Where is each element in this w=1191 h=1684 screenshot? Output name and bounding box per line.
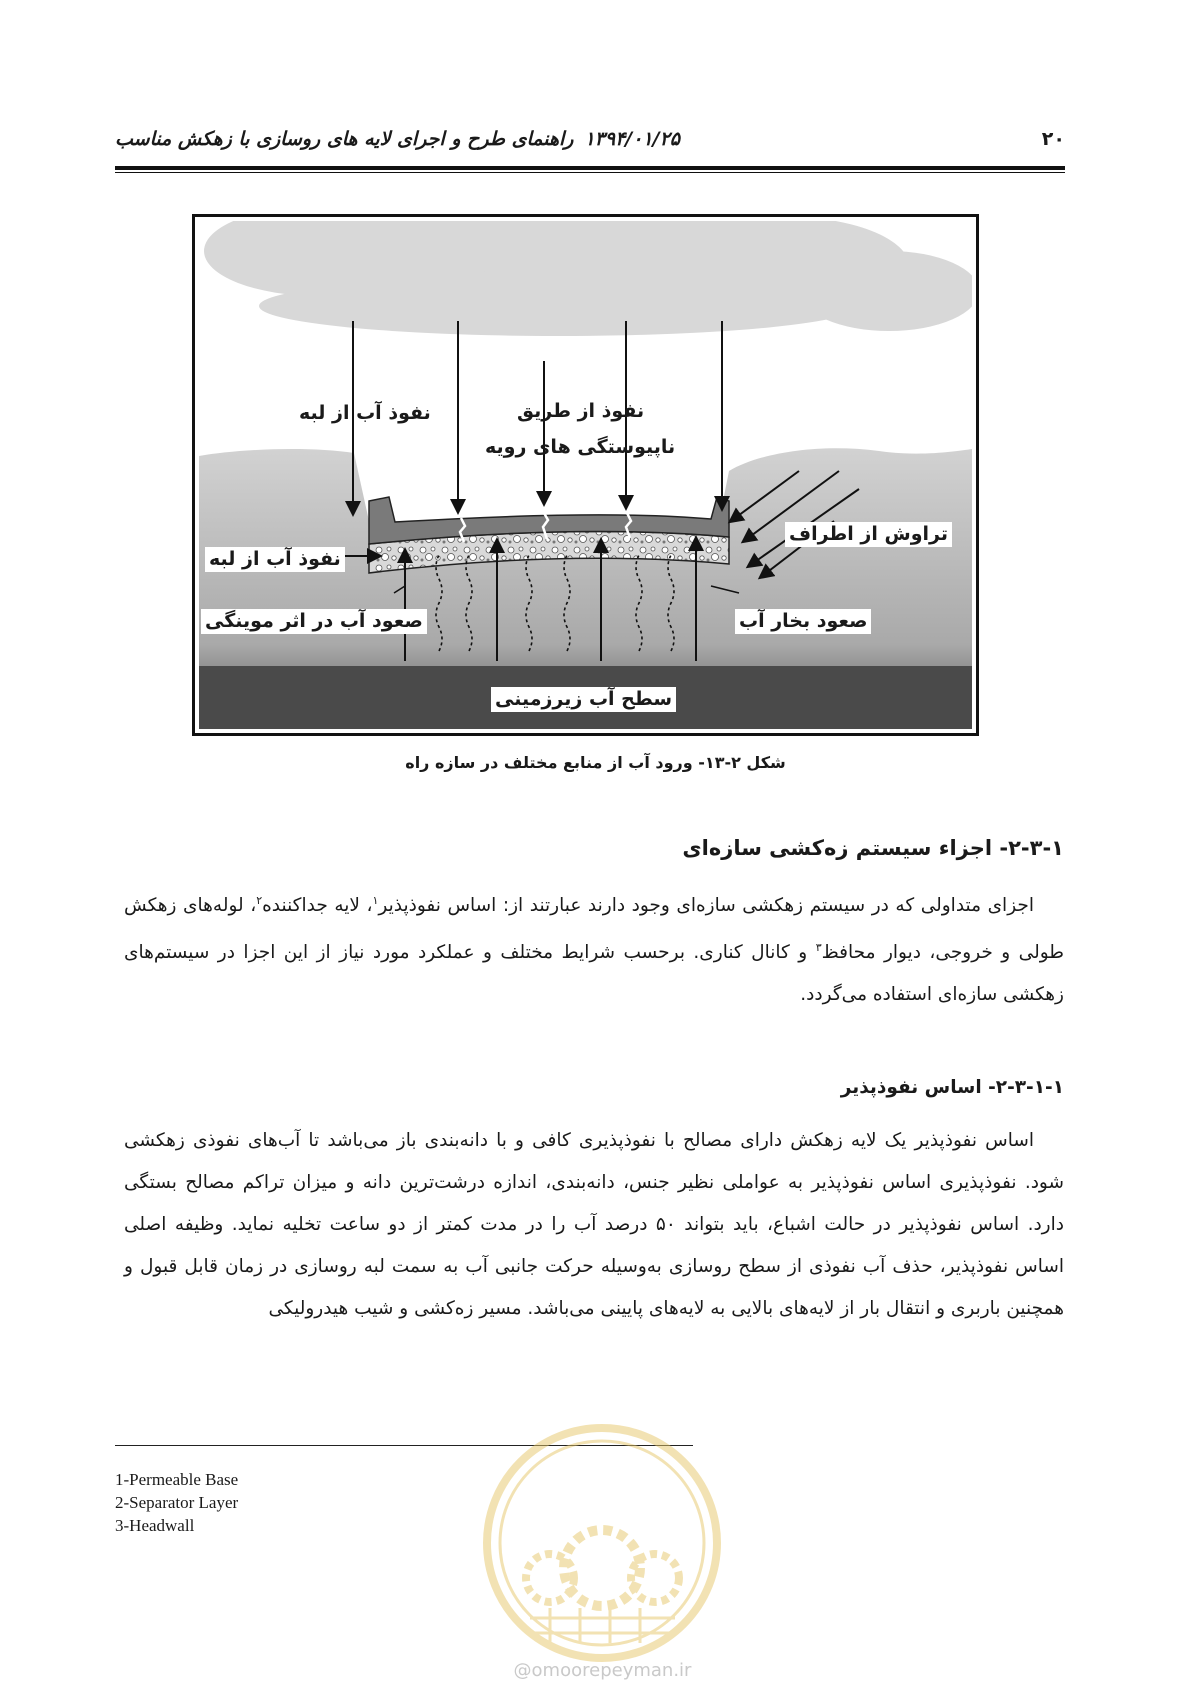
section-paragraph: اجزای متداولی که در سیستم زهکشی سازه‌ای وجود دارند عبارتند از: اساس نفوذپذیر$^۱$، لایه جداکننده$^۲$، لوله‌های زهکش طولی و خروجی، دیوار محافظ$^۳$ و کانال کناری. برحسب شرایط مختلف و عملکرد مورد نیاز از این اجزا در سیستم‌های زهکشی سازه‌ای استفاده می‌گردد. (124, 894, 1065, 1006)
label-edge-infiltration: نفوذ آب از لبه (299, 402, 431, 424)
page-number: ۲۰ (1041, 128, 1065, 150)
label-capillary-rise: صعود آب در اثر موینگی (201, 609, 427, 634)
subsection-heading: ۲-۳-۱-۱- اساس نفوذپذیر (840, 1077, 1064, 1098)
footnotes (115, 1468, 238, 1537)
header-rule-thick (115, 166, 1065, 170)
section-heading: ۲-۳-۱- اجزاء سیستم زه‌کشی سازه‌ای (682, 836, 1064, 860)
watermark-logo (480, 1418, 725, 1668)
label-vapor-rise: صعود بخار آب (735, 609, 871, 634)
footnote-2: 2-Separator Layer (115, 1493, 239, 1512)
label-edge-infiltration-2: نفوذ آب از لبه (205, 547, 345, 572)
header-date: ۱۳۹۴/۰۱/۲۵ (584, 128, 680, 150)
label-side-seepage: تراوش از اطراف (785, 522, 952, 547)
header-rule-thin (115, 172, 1065, 173)
diagram-illustration (199, 221, 972, 729)
footnote-3: 3-Headwall (115, 1516, 195, 1535)
road-water-diagram (192, 214, 979, 736)
subsection-paragraph: اساس نفوذپذیر یک لایه زهکش دارای مصالح با نفوذپذیری کافی و با دانه‌بندی باز می‌باشد تا آب‌های نفوذی زهکشی شود. نفوذپذیری اساس نفوذپذیر به عواملی نظیر جنس، دانه‌بندی، اندازه درشت‌ترین دانه و میزان تراکم مصالح بستگی دارد. اساس نفوذپذیر در حالت اشباع، باید بتواند ۵۰ درصد آب را در مدت کمتر از دو ساعت تخلیه نماید. وظیفه اصلی اساس نفوذپذیر، حذف آب نفوذی از سطح روسازی به‌وسیله حرکت جانبی آب به سمت لبه روسازی در زمان قابل قبول و همچنین باربری و انتقال بار از لایه‌های بالایی به لایه‌های پایینی می‌باشد. مسیر زه‌کشی و شیب هیدرولیکی (124, 1130, 1064, 1319)
label-surface-1: نفوذ از طریق (517, 400, 645, 422)
label-surface-2: ناپیوستگی های رویه (485, 436, 676, 458)
label-water-table: سطح آب زیرزمینی (491, 687, 676, 712)
cloud-shape (204, 221, 972, 336)
footnote-1: 1-Permeable Base (115, 1470, 239, 1489)
page-header (115, 128, 1065, 158)
watermark-text: @omoorepeyman.ir (513, 1660, 692, 1681)
figure-caption: شکل ۲-۱۳- ورود آب از منابع مختلف در سازه راه (405, 753, 786, 772)
header-title: راهنمای طرح و اجرای لایه های روسازی با زهکش مناسب (115, 128, 574, 150)
